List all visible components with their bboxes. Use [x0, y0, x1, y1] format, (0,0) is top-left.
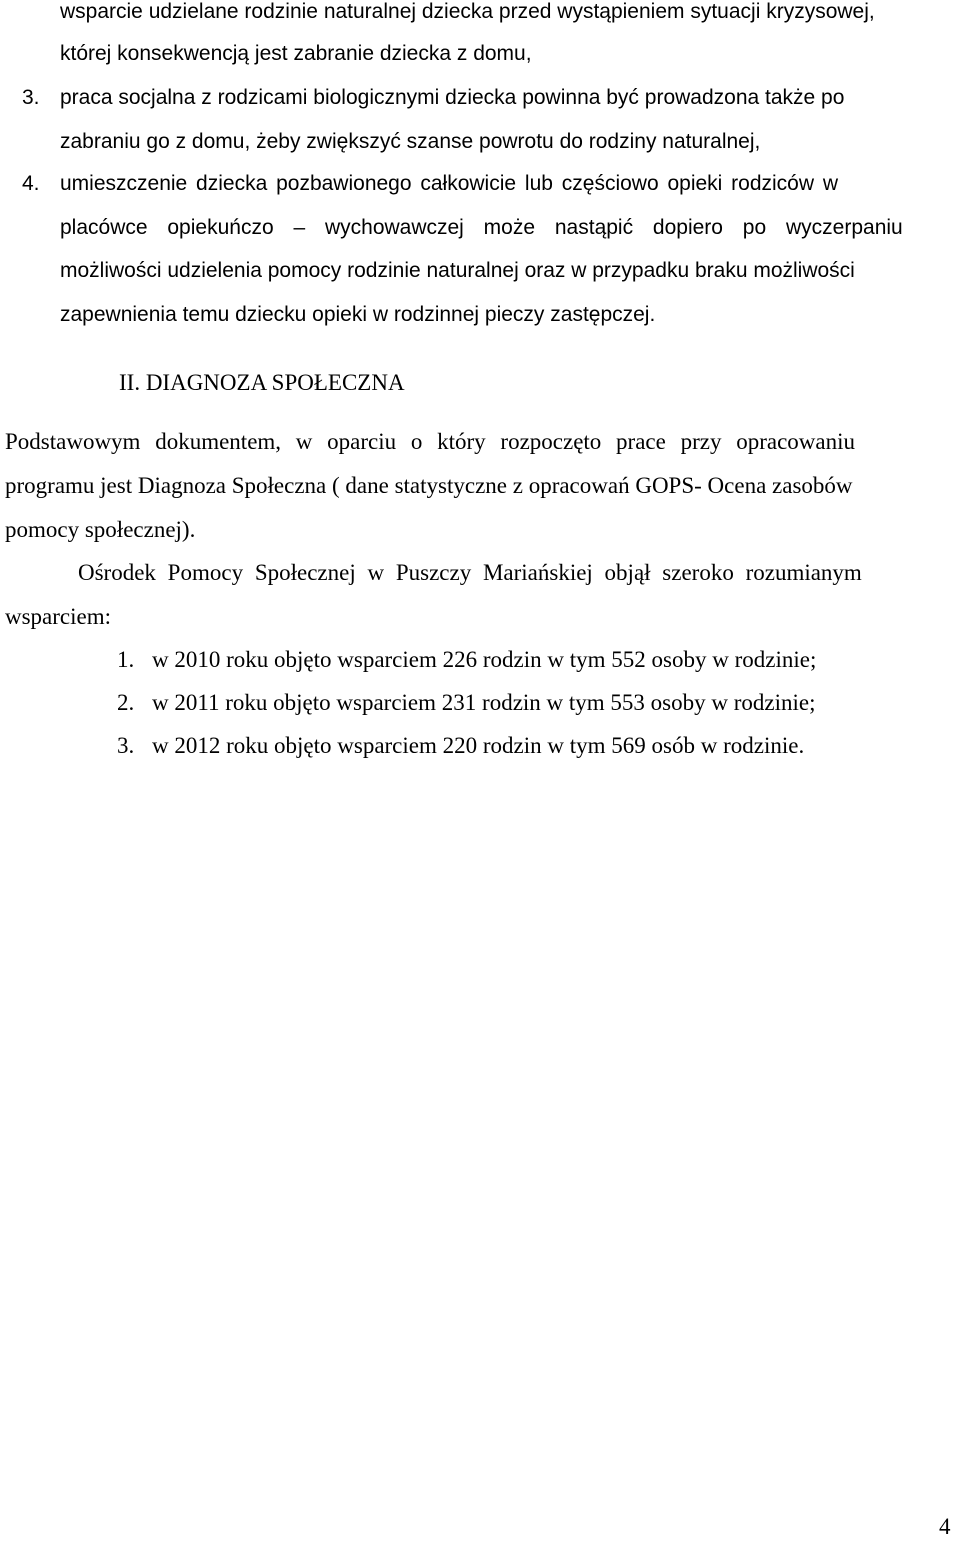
para1-line3: pomocy społecznej). [5, 517, 196, 542]
para2-line2: wsparciem: [5, 604, 112, 629]
support-item-1: w 2010 roku objęto wsparciem 226 rodzin w tym 552 osoby w rodzinie; [152, 647, 817, 672]
item2-line2: której konsekwencją jest zabranie dziecka z domu, [60, 42, 532, 65]
item4-line4: zapewnienia temu dziecku opieki w rodzinnej pieczy zastępczej. [60, 303, 656, 326]
item4-line2-text: placówce opiekuńczo – wychowawczej może nastąpić dopiero po wyczerpaniu [60, 216, 903, 239]
support-item-2: w 2011 roku objęto wsparciem 231 rodzin w tym 553 osoby w rodzinie; [152, 690, 816, 715]
support-item-1-number: 1. [117, 647, 135, 672]
item3-number: 3. [22, 86, 40, 109]
support-item-3-number: 3. [117, 733, 135, 758]
para1-line1: Podstawowym dokumentem, w oparciu o który rozpoczęto prace przy opracowaniu [5, 429, 855, 454]
page-number: 4 [939, 1514, 951, 1539]
support-item-3: w 2012 roku objęto wsparciem 220 rodzin w tym 569 osób w rodzinie. [152, 733, 805, 758]
item2-line1: wsparcie udzielane rodzinie naturalnej dziecka przed wystąpieniem sytuacji kryzysowej, [60, 0, 875, 23]
item3-line2: zabraniu go z domu, żeby zwiększyć szanse powrotu do rodziny naturalnej, [60, 130, 761, 153]
support-item-2-number: 2. [117, 690, 135, 715]
item4-line1-text: umieszczenie dziecka pozbawionego całkowicie lub częściowo opieki rodziców w [60, 172, 839, 195]
item4-line2 [60, 214, 956, 242]
section-heading: II. DIAGNOZA SPOŁECZNA [119, 370, 405, 395]
para2-line1: Ośrodek Pomocy Społecznej w Puszczy Mariańskiej objął szeroko rozumianym [78, 560, 862, 585]
para1-line2: programu jest Diagnoza Społeczna ( dane statystyczne z opracowań GOPS- Ocena zasobów [5, 473, 853, 498]
item4-line3: możliwości udzielenia pomocy rodzinie naturalnej oraz w przypadku braku możliwości [60, 259, 855, 282]
item3-line1: praca socjalna z rodzicami biologicznymi dziecka powinna być prowadzona także po [60, 86, 845, 109]
item4-number: 4. [22, 172, 40, 195]
item4-line1 [60, 170, 956, 198]
